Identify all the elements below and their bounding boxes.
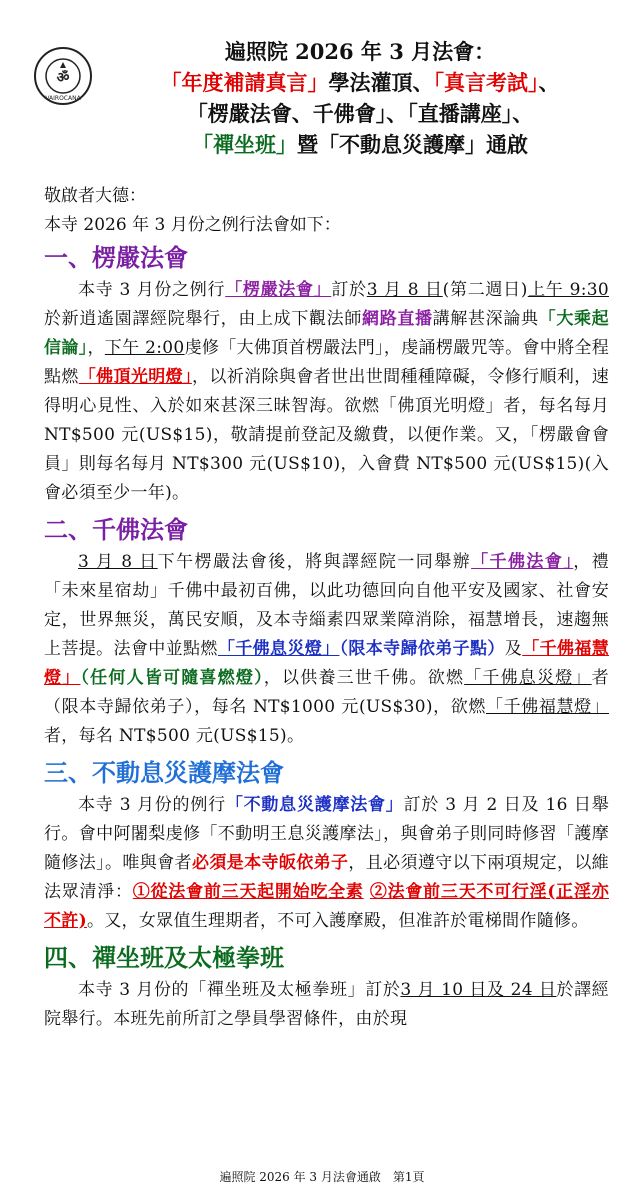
temple-logo: [33, 46, 93, 106]
document-title: [100, 36, 620, 160]
section-heading-1: 一、楞嚴法會: [44, 243, 188, 272]
title-line-1: 遍照院 2026 年 3 月法會：: [224, 39, 496, 64]
title-line-4: 「禪坐班」暨「不動息災護摩」通啟: [192, 132, 528, 157]
section-heading-2: 二、千佛法會: [44, 515, 188, 544]
section-4-paragraph: 本寺 3 月份的「禪坐班及太極拳班」訂於3 月 10 日及 24 日於譯經院舉行。本班先前所訂之學員學習條件，由於現: [44, 980, 609, 1029]
greeting-line-2: 本寺 2026 年 3 月份之例行法會如下：: [44, 215, 341, 235]
svg-text:VAIROCANA: VAIROCANA: [45, 95, 81, 102]
title-line-3: 「楞嚴法會、千佛會」、「直播講座」、: [186, 101, 534, 126]
page-footer: 遍照院 2026 年 3 月法會通啟 第1頁: [219, 1170, 425, 1184]
section-2-paragraph: 3 月 8 日下午楞嚴法會後，將與譯經院一同舉辦「千佛法會」，禮「未來星宿劫」千佛中最初百佛，以此功德回向自他平安及國家、社會安定，世界無災，萬民安順，及本寺緇素四眾業障消除，福慧增長，速趨無上菩提。法會中並點燃「千佛息災燈」（限本寺歸依弟子點）及「千佛福慧燈」（任何人皆可隨喜燃燈），以供養三世千佛。欲燃「千佛息災燈」者（限本寺歸依弟子），每名 NT$1000 元(US$30)，欲燃「千佛福慧燈」者，每名 NT$500 元(US$15)。: [44, 552, 610, 746]
svg-text:ॐ: ॐ: [56, 70, 70, 86]
title-line-2: 「年度補請真言」學法灌頂、「真言考試」、: [160, 70, 560, 95]
document-body: [44, 182, 609, 1038]
greeting-line-1: 敬啟者大德：: [44, 186, 146, 206]
section-heading-4: 四、禪坐班及太極拳班: [44, 943, 284, 972]
section-1-paragraph: 本寺 3 月份之例行「楞嚴法會」訂於3 月 8 日(第二週日)上午 9:30於新逍遙園譯經院舉行，由上成下觀法師網路直播講解甚深論典「大乘起信論」，下午 2:00虔修「大佛頂首楞嚴法門」，虔誦楞嚴咒等。會中將全程點燃「佛頂光明燈」，以祈消除與會者世出世間種種障礙，令修行順利，速得明心見性、入於如來甚深三昧智海。欲燃「佛頂光明燈」者，每名每月 NT$500 元(US$15)，敬請提前登記及繳費，以便作業。又，「楞嚴會會員」則每名每月 NT$300 元(US$10)，入會費 NT$500 元(US$15)(入會必須至少一年)。: [44, 280, 610, 503]
section-heading-3: 三、不動息災護摩法會: [44, 758, 284, 787]
section-3-paragraph: 本寺 3 月份的例行「不動息災護摩法會」訂於 3 月 2 日及 16 日舉行。會中阿闍梨虔修「不動明王息災護摩法」，與會弟子則同時修習「護摩隨修法」。唯與會者必須是本寺皈依弟子，且必須遵守以下兩項規定，以維法眾清淨：①從法會前三天起開始吃全素 ②法會前三天不可行淫(正淫亦不許)。又，女眾值生理期者，不可入護摩殿，但准許於電梯間作隨修。: [44, 795, 610, 931]
